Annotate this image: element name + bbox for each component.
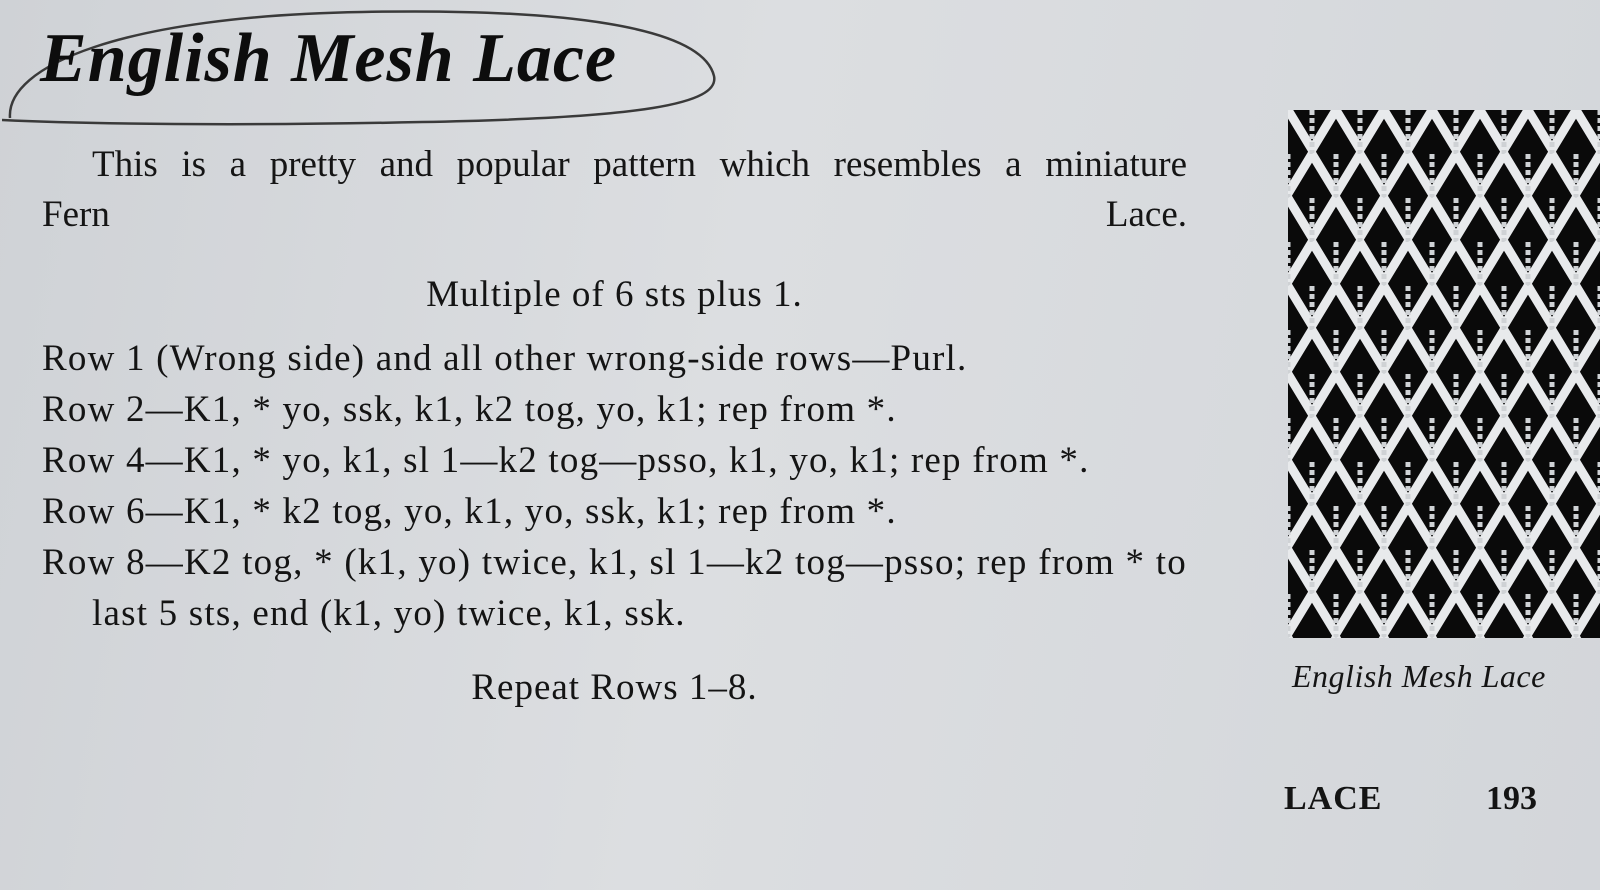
row-1-instruction: Row 1 (Wrong side) and all other wrong-side rows—Purl. <box>42 338 968 379</box>
row-4-instruction: Row 4—K1, * yo, k1, sl 1—k2 tog—psso, k1, yo, k1; rep from *. <box>42 440 1090 481</box>
running-footer-section: LACE <box>1284 780 1383 817</box>
row-2-instruction: Row 2—K1, * yo, ssk, k1, k2 tog, yo, k1; rep from *. <box>42 389 897 430</box>
page-number: 193 <box>1486 780 1537 817</box>
lace-swatch-photo <box>1288 110 1600 638</box>
lace-pattern-illustration <box>1288 110 1600 638</box>
stitch-multiple: Multiple of 6 sts plus 1. <box>426 274 803 315</box>
repeat-instruction: Repeat Rows 1–8. <box>471 667 758 708</box>
pattern-title: English Mesh Lace <box>40 20 618 97</box>
row-6-instruction: Row 6—K1, * k2 tog, yo, k1, yo, ssk, k1; rep from *. <box>42 491 897 532</box>
intro-paragraph: This is a pretty and popular pattern which resembles a miniature Fern Lace. <box>42 144 1187 235</box>
row-8-instruction: Row 8—K2 tog, * (k1, yo) twice, k1, sl 1—k2 tog—psso; rep from * to last 5 sts, end (k1, yo) twice, k1, ssk. <box>42 542 1187 634</box>
swatch-caption: English Mesh Lace <box>1292 658 1546 694</box>
row-instructions <box>42 333 1187 639</box>
